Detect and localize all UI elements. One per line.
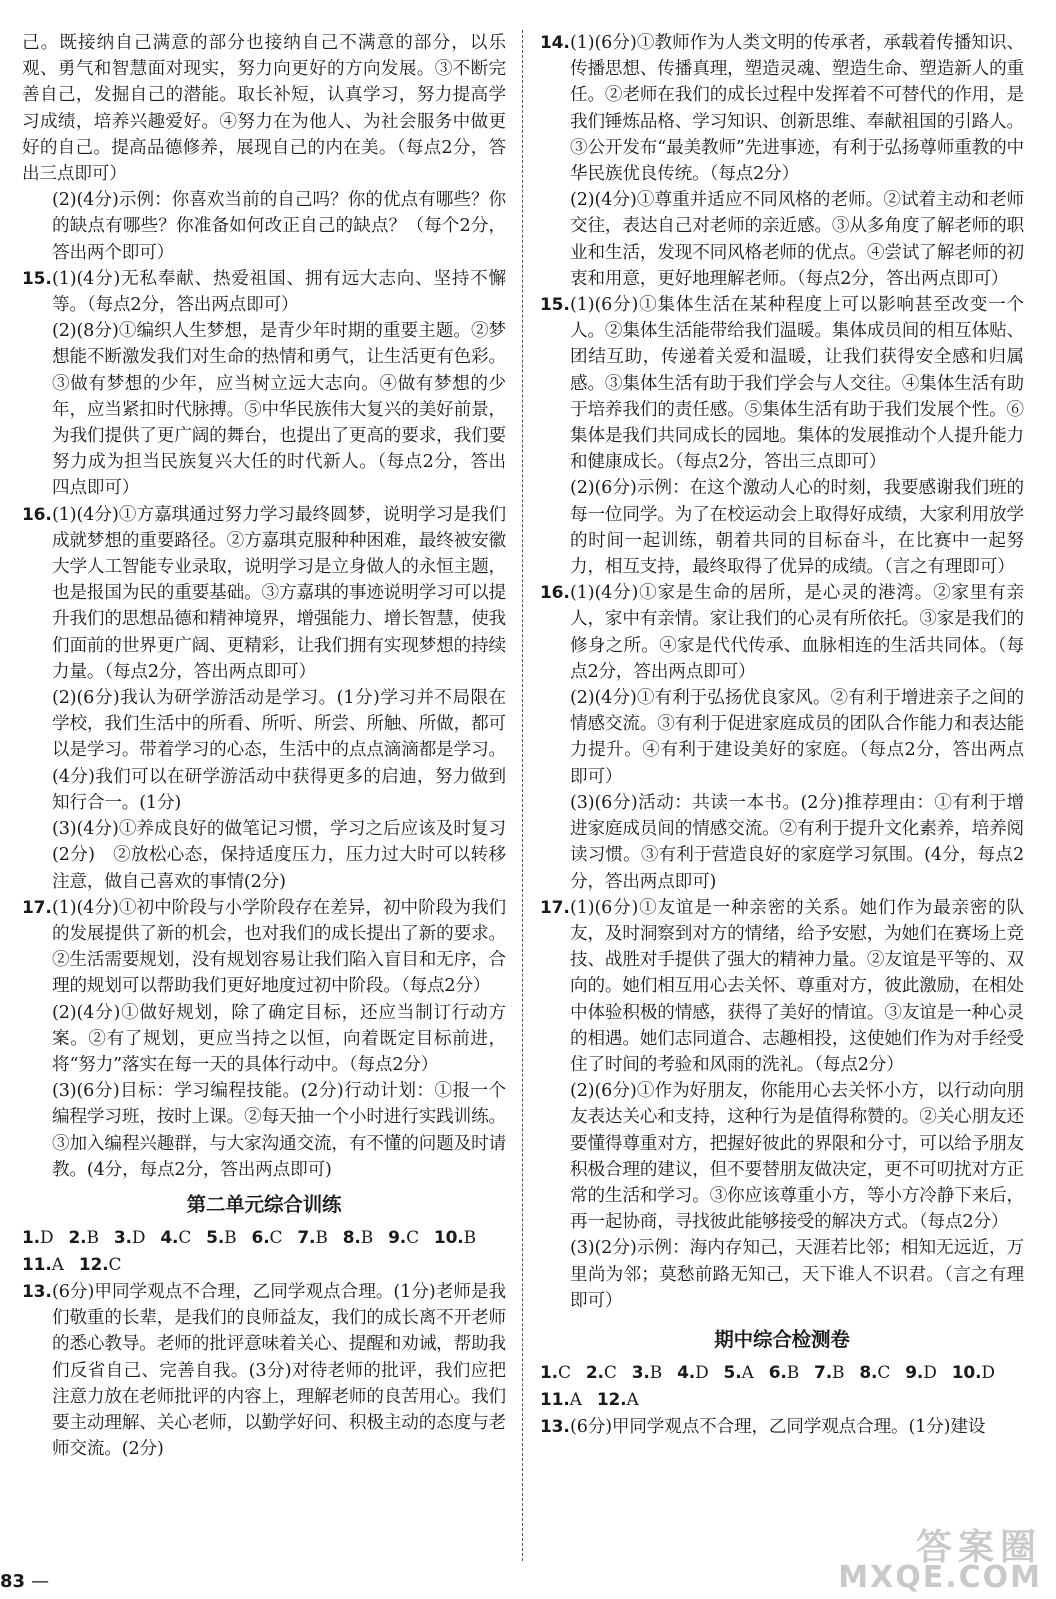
choice-letter: D	[695, 1362, 709, 1383]
right-answer-list	[540, 30, 1024, 1314]
choice-number: 6.	[768, 1362, 787, 1383]
choice-letter: C	[269, 1227, 283, 1248]
answer-text: (1)(6分)①集体生活在某种程度上可以影响甚至改变一个人。②集体生活能带给我们温暖。集体成员间的相互体贴、团结互助，传递着关爱和温暖，让我们获得安全感和归属感。③集体生活有助于我们学会与人交往。④集体生活有助于培养我们的责任感。⑤集体生活有助于我们发展个性。⑥集体是我们共同成长的园地。集体的发展推动个人提升能力和健康成长。（每点2分，答出三点即可）	[570, 295, 1024, 473]
choice-answer	[22, 1225, 53, 1252]
choice-number: 11.	[22, 1254, 52, 1275]
question-number: 13.	[22, 1281, 52, 1302]
choice-number: 3.	[631, 1362, 650, 1383]
choice-answer	[677, 1360, 708, 1387]
sub-answer	[22, 1078, 506, 1183]
answer-text: (2)(6分)示例：在这个激动人心的时刻，我要感谢我们班的每一位同学。为了在校运动会上取得好成绩，大家利用放学的时间一起训练，朝着共同的目标奋斗，在比赛中一起努力，相互支持，最终取得了优异的成绩。（言之有理即可）	[570, 478, 1024, 578]
section-title-unit2: 第二单元综合训练	[186, 1192, 342, 1216]
sub-answer	[540, 475, 1024, 580]
sub-answer	[22, 318, 506, 501]
question-answer	[22, 502, 506, 685]
question-number: 17.	[540, 897, 570, 918]
question-answer	[540, 30, 1024, 187]
choice-number: 11.	[540, 1389, 570, 1410]
sub-answer	[22, 816, 506, 895]
choice-answer	[859, 1360, 890, 1387]
choice-letter: B	[832, 1362, 845, 1383]
answer-text: (1)(6分)①教师作为人类文明的传承者，承载着传播知识、传播思想、传播真理，塑造灵魂、塑造生命、塑造新人的重任。②老师在我们的成长过程中发挥着不可替代的作用，是我们锤炼品格、学习知识、创新思维、奉献祖国的引路人。③公开发布“最美教师”先进事迹，有利于弘扬尊师重教的中华民族优良传统。（每点2分）	[570, 33, 1024, 185]
question-answer	[22, 266, 506, 318]
choice-number: 9.	[388, 1227, 407, 1248]
answer-text: (2)(8分)①编织人生梦想，是青少年时期的重要主题。②梦想能不断激发我们对生命的热情和勇气，让生活更有色彩。③做有梦想的少年，应当树立远大志向。④做有梦想的少年，应当紧扣时代脉搏。⑤中华民族伟大复兴的美好前景，为我们提供了更广阔的舞台，也提出了更高的要求，我们要努力成为担当民族复兴大任的时代新人。（每点2分，答出四点即可）	[52, 321, 506, 499]
question-number: 16.	[22, 504, 52, 525]
question-number: 13.	[540, 1416, 570, 1437]
choice-number: 5.	[206, 1227, 225, 1248]
choice-number: 2.	[68, 1227, 87, 1248]
choice-answers-row-2	[22, 1252, 506, 1279]
choice-answers-row-1	[540, 1360, 1024, 1387]
choice-answer	[540, 1387, 582, 1414]
choice-letter: A	[626, 1389, 639, 1410]
choice-number: 2.	[585, 1362, 604, 1383]
choice-number: 4.	[160, 1227, 179, 1248]
answer-text: (6分)甲同学观点不合理，乙同学观点合理。(1分)建设	[570, 1416, 986, 1437]
choice-number: 4.	[677, 1362, 696, 1383]
choice-answer	[814, 1360, 844, 1387]
answer-text: (1)(6分)①友谊是一种亲密的关系。她们作为最亲密的队友，及时洞察到对方的情绪，给予安慰，为她们在赛场上竞技、战胜对手提供了强大的精神力量。②友谊是平等的、双向的。她们相互用心去关怀、尊重对方，彼此激励，在相处中体验积极的情感，获得了美好的情谊。③友谊是一种心灵的相遇。她们志同道合、志趣相投，这使她们作为对手经受住了时间的考验和风雨的洗礼。（每点2分）	[570, 897, 1024, 1075]
choice-answer	[724, 1360, 754, 1387]
choice-answer	[297, 1225, 327, 1252]
sub-answer	[22, 685, 506, 816]
choice-letter: D	[923, 1362, 937, 1383]
choice-answer	[769, 1360, 799, 1387]
left-answer-list	[22, 30, 506, 1183]
choice-answer	[343, 1225, 373, 1252]
choice-number: 10.	[433, 1227, 464, 1248]
right-tail-list	[540, 1414, 1024, 1440]
question-number: 14.	[540, 33, 570, 53]
answer-text: 己。既接纳自己满意的部分也接纳自己不满意的部分，以乐观、勇气和智慧面对现实，努力向更好的方向发展。③不断完善自己，发掘自己的潜能。取长补短，认真学习，努力提高学习成绩，培养兴趣爱好。④努力在为他人、为社会服务中做更好的自己。提高品德修养，展现自己的内在美。（每点2分，答出三点即可）	[22, 33, 506, 185]
answer-text: (1)(4分)①家是生命的居所，是心灵的港湾。②家里有亲人，家中有亲情。家让我们的心灵有所依托。③家是我们的修身之所。④家是代代传承、血脉相连的生活共同体。（每点2分，答出两点即可）	[570, 583, 1024, 682]
choice-answer	[905, 1360, 936, 1387]
choice-answer	[586, 1360, 617, 1387]
choice-answers-row-1	[22, 1225, 506, 1252]
choice-letter: B	[649, 1362, 663, 1383]
answer-text: (3)(4分)①养成良好的做笔记习惯，学习之后应该及时复习(2分) ②放松心态，保持适度压力，压力过大时可以转移注意，做自己喜欢的事情(2分)	[52, 819, 506, 892]
choice-answer	[388, 1225, 419, 1252]
choice-letter: D	[40, 1227, 54, 1248]
choice-letter: A	[51, 1254, 64, 1275]
question-answer	[540, 292, 1024, 475]
choice-letter: D	[981, 1362, 995, 1383]
choice-letter: C	[558, 1362, 571, 1383]
choice-letter: B	[360, 1227, 374, 1248]
question-number: 15.	[540, 295, 570, 316]
choice-answers-row-2	[540, 1387, 1024, 1414]
answer-text: (2)(6分)我认为研学游活动是学习。(1分)学习并不局限在学校，我们生活中的所看、所听、所尝、所触、所做，都可以是学习。带着学习的心态，生活中的点点滴滴都是学习。(4分)我们可以在研学游活动中获得更多的启迪，努力做到知行合一。(1分)	[52, 688, 506, 813]
choice-answer	[632, 1360, 662, 1387]
left-tail-list	[22, 1279, 506, 1462]
choice-answer	[206, 1225, 236, 1252]
choice-letter: B	[86, 1227, 99, 1248]
choice-number: 8.	[342, 1227, 361, 1248]
choice-letter: B	[315, 1227, 328, 1248]
choice-answer	[22, 1252, 64, 1279]
choice-number: 1.	[540, 1362, 558, 1383]
choice-answer	[434, 1225, 476, 1252]
question-number: 17.	[22, 897, 52, 918]
choice-number: 10.	[951, 1362, 982, 1383]
choice-number: 3.	[113, 1227, 132, 1248]
question-answer	[540, 1414, 1024, 1440]
choice-letter: C	[877, 1362, 891, 1383]
choice-letter: B	[786, 1362, 800, 1383]
choice-answer	[114, 1225, 145, 1252]
question-number: 16.	[540, 583, 570, 604]
question-answer	[540, 895, 1024, 1078]
answer-text: (2)(4分)①尊重并适应不同风格的老师。②试着主动和老师交往，表达自己对老师的亲近感。③从多角度了解老师的职业和生活，发现不同风格老师的优点。④尝试了解老师的初衷和用意，更好地理解老师。（每点2分，答出两点即可）	[570, 190, 1024, 289]
choice-letter: A	[741, 1362, 754, 1383]
question-number: 15.	[22, 268, 52, 289]
choice-number: 7.	[297, 1227, 316, 1248]
answer-text: (3)(6分)活动：共读一本书。(2分)推荐理由：①有利于增进家庭成员间的情感交流。②有利于提升文化素养，培养阅读习惯。③有利于营造良好的家庭学习氛围。(4分，每点2分，答出两点即可)	[570, 792, 1024, 892]
answer-text: (2)(4分)示例：你喜欢当前的自己吗？你的优点有哪些？你的缺点有哪些？你准备如何改正自己的缺点？（每个2分，答出两个即可）	[52, 190, 506, 263]
choice-letter: B	[224, 1227, 237, 1248]
sub-answer	[22, 187, 506, 266]
answer-text: (1)(4分)①方嘉琪通过努力学习最终圆梦，说明学习是我们成就梦想的重要路径。②方嘉琪克服种种困难，最终被安徽大学人工智能专业录取，说明学习是立身做人的永恒主题，也是报国为民的重要基础。③方嘉琪的事迹说明学习可以提升我们的思想品德和精神境界，增强能力、增长智慧，使我们面前的世界更广阔、更精彩，让我们拥有实现梦想的持续力量。（每点2分，答出两点即可）	[52, 504, 506, 682]
sub-answer	[540, 1078, 1024, 1235]
choice-answer	[540, 1360, 571, 1387]
choice-answer	[597, 1387, 639, 1414]
choice-letter: D	[131, 1227, 146, 1248]
watermark: 答案圈 MXQE.COM	[838, 1527, 1042, 1595]
sub-answer	[540, 1235, 1024, 1314]
answer-text: (2)(4分)①有利于弘扬优良家风。②有利于增进亲子之间的情感交流。③有利于促进家庭成员的团队合作能力和表达能力提升。④有利于建设美好的家庭。（每点2分，答出两点即可）	[570, 688, 1024, 787]
choice-answer	[952, 1360, 995, 1387]
answer-text: (3)(2分)示例：海内存知己，天涯若比邻；相知无远近，万里尚为邻；莫愁前路无知己，天下谁人不识君。（言之有理即可）	[570, 1238, 1024, 1311]
page-number: 83 —	[0, 1571, 50, 1592]
answer-text: (1)(4分)①初中阶段与小学阶段存在差异，初中阶段为我们的发展提供了新的机会，也对我们的成长提出了新的要求。②生活需要规划，没有规划容易让我们陷入盲目和无序，合理的规划可以帮助我们更好地度过初中阶段。（每点2分）	[52, 897, 506, 997]
choice-letter: A	[569, 1389, 582, 1410]
answer-text: (2)(6分)①作为好朋友，你能用心去关怀小方，以行动向朋友表达关心和支持，这种行为是值得称赞的。②关心朋友还要懂得尊重对方，把握好彼此的界限和分寸，可以给予朋友积极合理的建议，但不要替朋友做决定，更不可叨扰对方正常的生活和学习。③你应该尊重小方，等小方冷静下来后，再一起协商，寻找彼此能够接受的解决方式。（每点2分）	[570, 1081, 1024, 1233]
choice-number: 12.	[78, 1254, 109, 1275]
choice-answer	[79, 1252, 122, 1279]
right-column	[540, 30, 1024, 1440]
choice-letter: B	[463, 1227, 476, 1248]
choice-answer	[252, 1225, 283, 1252]
choice-number: 7.	[814, 1362, 833, 1383]
sub-answer	[22, 1000, 506, 1079]
choice-letter: C	[603, 1362, 617, 1383]
answer-text: (6分)甲同学观点不合理，乙同学观点合理。(1分)老师是我们敬重的长辈，是我们的良师益友，我们的成长离不开老师的悉心教导。老师的批评意味着关心、提醒和劝诫，帮助我们反省自己、完善自我。(3分)对待老师的批评，我们应把注意力放在老师批评的内容上，理解老师的良苦用心。我们要主动理解、关心老师，以勤学好问、积极主动的态度与老师交流。(2分)	[52, 1281, 506, 1460]
choice-number: 9.	[905, 1362, 924, 1383]
choice-number: 8.	[859, 1362, 878, 1383]
sub-answer	[540, 790, 1024, 895]
choice-number: 5.	[723, 1362, 742, 1383]
choice-letter: C	[406, 1227, 419, 1248]
sub-answer	[22, 30, 506, 187]
answer-text: (2)(4分)①做好规划，除了确定目标，还应当制订行动方案。②有了规划，更应当持之以恒，向着既定目标前进，将“努力”落实在每一天的具体行动中。（每点2分）	[52, 1002, 506, 1075]
sub-answer	[540, 187, 1024, 292]
question-answer	[540, 580, 1024, 685]
choice-number: 1.	[22, 1227, 40, 1248]
choice-letter: C	[108, 1254, 122, 1275]
sub-answer	[540, 685, 1024, 790]
choice-number: 6.	[251, 1227, 270, 1248]
question-answer	[22, 895, 506, 1000]
section-title-midterm: 期中综合检测卷	[714, 1327, 850, 1351]
column-divider	[522, 30, 523, 1561]
choice-letter: C	[178, 1227, 192, 1248]
question-answer	[22, 1279, 506, 1462]
left-column	[22, 30, 506, 1462]
choice-number: 12.	[596, 1389, 627, 1410]
choice-answer	[160, 1225, 191, 1252]
answer-text: (3)(6分)目标：学习编程技能。(2分)行动计划：①报一个编程学习班，按时上课。②每天抽一个小时进行实践训练。③加入编程兴趣群，与大家沟通交流，有不懂的问题及时请教。(4分，每点2分，答出两点即可)	[52, 1081, 506, 1180]
choice-answer	[68, 1225, 98, 1252]
answer-text: (1)(4分)无私奉献、热爱祖国、拥有远大志向、坚持不懈等。（每点2分，答出两点即可）	[52, 268, 506, 316]
